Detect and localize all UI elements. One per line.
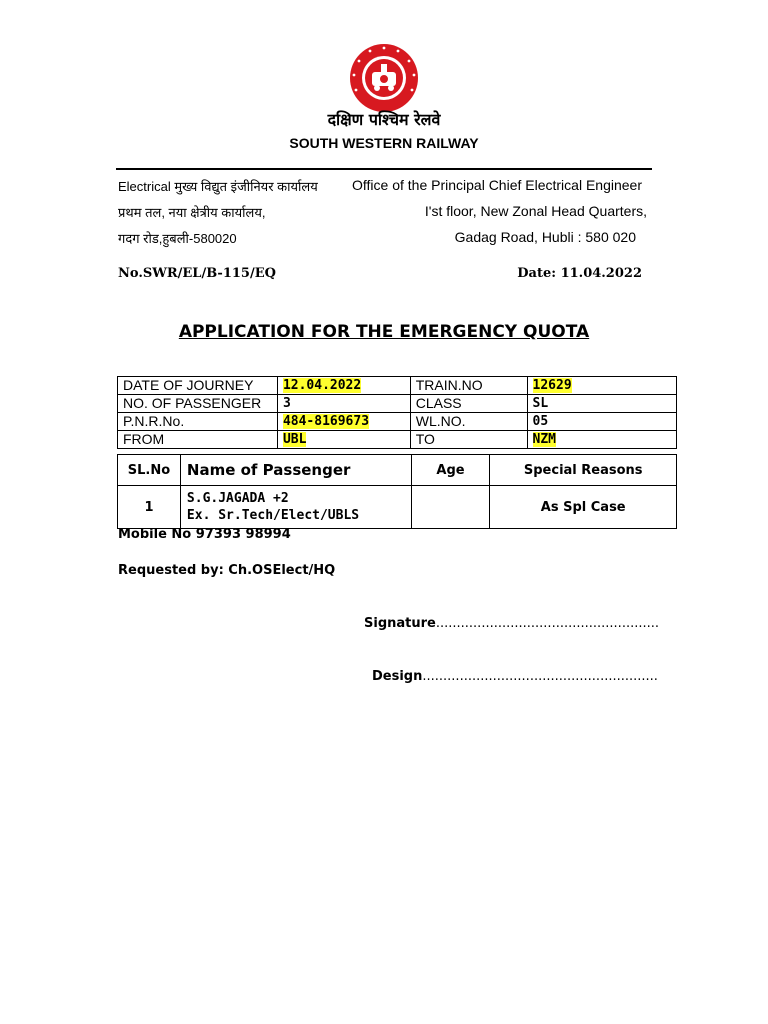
train-no-value <box>527 377 676 395</box>
to-value <box>527 431 676 449</box>
train-no-text: 12629 <box>532 378 572 393</box>
wl-label: WL.NO. <box>410 413 527 431</box>
address-right-line3: Gadag Road, Hubli : 580 020 <box>454 229 636 245</box>
address-right-line2: I'st floor, New Zonal Head Quarters, <box>424 203 647 219</box>
signature-line <box>364 616 659 631</box>
to-label: TO <box>410 431 527 449</box>
pnr-value <box>277 413 410 431</box>
table-row <box>118 431 677 449</box>
class-value: SL <box>527 395 676 413</box>
mobile-number: Mobile No 97393 98994 <box>118 527 291 542</box>
from-text: UBL <box>282 432 307 447</box>
header-divider <box>116 168 652 170</box>
requested-by: Requested by: Ch.OSElect/HQ <box>118 563 336 578</box>
table-header-row <box>118 455 677 486</box>
designation-dots: ......................................................... <box>422 669 658 684</box>
passenger-table <box>117 454 677 529</box>
address-right-line1: Office of the Principal Chief Electrical Engineer <box>352 177 642 193</box>
from-value <box>277 431 410 449</box>
designation-line <box>372 669 658 684</box>
passenger-name-header: Name of Passenger <box>180 455 411 486</box>
reference-number: No.SWR/EL/B-115/EQ <box>118 266 276 281</box>
train-no-label: TRAIN.NO <box>410 377 527 395</box>
address-left-line3: गदग रोड,हुबली-580020 <box>118 231 237 246</box>
reference-date: Date: 11.04.2022 <box>517 266 642 281</box>
passenger-name-line1: S.G.JAGADA +2 <box>186 491 289 506</box>
table-row <box>118 395 677 413</box>
age-cell <box>411 486 490 529</box>
sl-no-header: SL.No <box>118 455 181 486</box>
table-row <box>118 486 677 529</box>
signature-dots: ...................................................... <box>435 616 660 631</box>
table-row <box>118 377 677 395</box>
passengers-value: 3 <box>277 395 410 413</box>
journey-details-table <box>117 376 677 449</box>
passenger-name-cell <box>180 486 411 529</box>
railway-name-english: SOUTH WESTERN RAILWAY <box>289 135 479 151</box>
pnr-label: P.N.R.No. <box>118 413 278 431</box>
address-left-line2: प्रथम तल, नया क्षेत्रीय कार्यालय, <box>118 205 266 220</box>
date-of-journey-label: DATE OF JOURNEY <box>118 377 278 395</box>
sl-no-cell: 1 <box>118 486 181 529</box>
application-title: APPLICATION FOR THE EMERGENCY QUOTA <box>178 322 590 342</box>
signature-label: Signature <box>364 616 436 631</box>
pnr-text: 484-8169673 <box>282 414 370 429</box>
to-text: NZM <box>532 432 556 447</box>
passengers-label: NO. OF PASSENGER <box>118 395 278 413</box>
from-label: FROM <box>118 431 278 449</box>
wl-value: 05 <box>527 413 676 431</box>
special-reasons-header: Special Reasons <box>490 455 677 486</box>
date-of-journey-text: 12.04.2022 <box>282 378 362 393</box>
passenger-name-line2: Ex. Sr.Tech/Elect/UBLS <box>186 508 360 523</box>
railway-name-hindi: दक्षिण पश्चिम रेलवे <box>327 110 441 129</box>
table-row <box>118 413 677 431</box>
date-of-journey-value <box>277 377 410 395</box>
designation-label: Design <box>372 669 423 684</box>
special-reason-cell: As Spl Case <box>490 486 677 529</box>
address-left-line1: Electrical मुख्य विद्युत इंजीनियर कार्यालय <box>118 179 318 194</box>
indian-railways-logo <box>348 42 420 114</box>
age-header: Age <box>411 455 490 486</box>
class-label: CLASS <box>410 395 527 413</box>
